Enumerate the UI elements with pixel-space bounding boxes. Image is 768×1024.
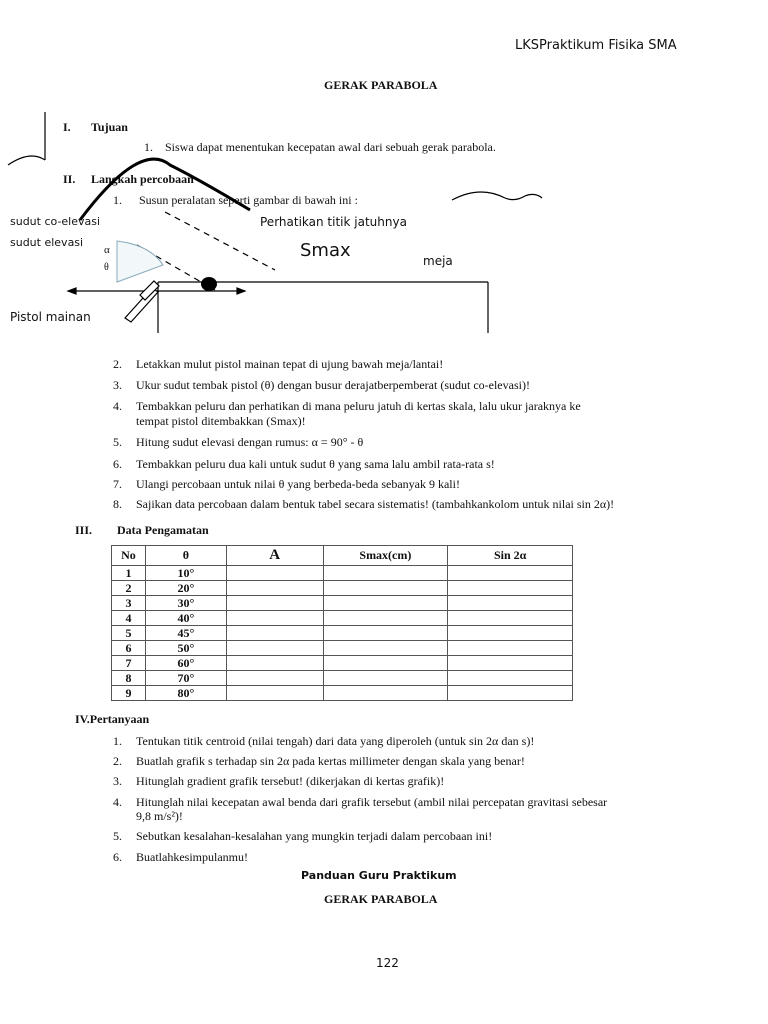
empty-cell <box>226 671 323 686</box>
no-cell: 5 <box>112 626 146 641</box>
question-text: 9,8 m/s²)! <box>136 809 183 823</box>
step-1-number: 1. <box>113 193 122 207</box>
no-cell: 7 <box>112 656 146 671</box>
empty-cell <box>323 686 448 701</box>
empty-cell <box>226 581 323 596</box>
step-text: Ukur sudut tembak pistol (θ) dengan busur derajatberpemberat (sudut co-elevasi)! <box>136 378 530 392</box>
header-theta: θ <box>145 546 226 566</box>
table-row <box>112 596 573 611</box>
page-number: 122 <box>376 956 399 970</box>
section-2-title: Langkah percobaan <box>91 172 194 186</box>
question-number: 1. <box>113 734 122 748</box>
question-number: 2. <box>113 754 122 768</box>
no-cell: 6 <box>112 641 146 656</box>
step-text: tempat pistol ditembakkan (Smax)! <box>136 414 306 428</box>
empty-cell <box>448 611 573 626</box>
theta-cell: 30° <box>145 596 226 611</box>
empty-cell <box>226 656 323 671</box>
no-cell: 2 <box>112 581 146 596</box>
empty-cell <box>323 626 448 641</box>
question-number: 3. <box>113 774 122 788</box>
goal-number: 1. <box>144 140 153 154</box>
step-text: Tembakkan peluru dua kali untuk sudut θ yang sama lalu ambil rata-rata s! <box>136 457 495 471</box>
no-cell: 8 <box>112 671 146 686</box>
annotation-smax: Smax <box>300 240 351 261</box>
question-text: Hitunglah nilai kecepatan awal benda dari grafik tersebut (ambil nilai percepatan gravitasi sebesar <box>136 795 608 809</box>
step-text: Hitung sudut elevasi dengan rumus: α = 90° - θ <box>136 435 364 449</box>
header-sin2a: Sin 2α <box>448 546 573 566</box>
step-1-text: Susun peralatan seperti gambar di bawah ini : <box>139 193 358 207</box>
empty-cell <box>448 581 573 596</box>
no-cell: 9 <box>112 686 146 701</box>
step-text: Tembakkan peluru dan perhatikan di mana peluru jatuh di kertas skala, lalu ukur jaraknya ke <box>136 399 581 413</box>
theta-cell: 45° <box>145 626 226 641</box>
table-row <box>112 611 573 626</box>
empty-cell <box>448 641 573 656</box>
empty-cell <box>323 656 448 671</box>
annotation-landing-point: Perhatikan titik jatuhnya <box>260 215 407 229</box>
annotation-co-elevation: sudut co-elevasi <box>10 215 101 228</box>
empty-cell <box>323 641 448 656</box>
step-number: 7. <box>113 477 122 491</box>
section-3-number: III. <box>75 523 93 537</box>
annotation-table: meja <box>423 254 453 268</box>
section-3-title: Data Pengamatan <box>117 523 209 537</box>
question-text: Tentukan titik centroid (nilai tengah) dari data yang diperoleh (untuk sin 2α dan s)! <box>136 734 535 748</box>
empty-cell <box>226 566 323 581</box>
step-number: 8. <box>113 497 122 511</box>
empty-cell <box>226 626 323 641</box>
empty-cell <box>323 671 448 686</box>
table-row <box>112 626 573 641</box>
theta-cell: 70° <box>145 671 226 686</box>
step-text: Sajikan data percobaan dalam bentuk tabel secara sistematis! (tambahkankolom untuk nilai sin 2α)! <box>136 497 615 511</box>
alpha-label: α <box>104 244 110 256</box>
step-number: 2. <box>113 357 122 371</box>
observation-table <box>111 545 573 701</box>
page-title: GERAK PARABOLA <box>324 78 438 92</box>
no-cell: 1 <box>112 566 146 581</box>
empty-cell <box>448 656 573 671</box>
step-text: Letakkan mulut pistol mainan tepat di ujung bawah meja/lantai! <box>136 357 444 371</box>
theta-cell: 80° <box>145 686 226 701</box>
section-1-title: Tujuan <box>91 120 128 134</box>
empty-cell <box>323 596 448 611</box>
question-number: 6. <box>113 850 122 864</box>
empty-cell <box>448 596 573 611</box>
header-a: A <box>226 546 323 566</box>
empty-cell <box>226 686 323 701</box>
theta-cell: 20° <box>145 581 226 596</box>
teacher-guide-subtitle: GERAK PARABOLA <box>324 892 438 906</box>
annotation-toy-pistol: Pistol mainan <box>10 310 91 324</box>
empty-cell <box>448 671 573 686</box>
question-text: Buatlahkesimpulanmu! <box>136 850 248 864</box>
goal-text: Siswa dapat menentukan kecepatan awal dari sebuah gerak parabola. <box>165 140 496 154</box>
section-2-number: II. <box>63 172 76 186</box>
question-text: Hitunglah gradient grafik tersebut! (dikerjakan di kertas grafik)! <box>136 774 445 788</box>
section-1-number: I. <box>63 120 71 134</box>
table-header-row <box>112 546 573 566</box>
question-text: Buatlah grafik s terhadap sin 2α pada kertas millimeter dengan skala yang benar! <box>136 754 525 768</box>
empty-cell <box>323 566 448 581</box>
table-row <box>112 566 573 581</box>
step-number: 3. <box>113 378 122 392</box>
empty-cell <box>448 626 573 641</box>
empty-cell <box>448 686 573 701</box>
question-number: 5. <box>113 829 122 843</box>
table-row <box>112 656 573 671</box>
empty-cell <box>323 611 448 626</box>
theta-cell: 60° <box>145 656 226 671</box>
question-text: Sebutkan kesalahan-kesalahan yang mungkin terjadi dalam percobaan ini! <box>136 829 493 843</box>
empty-cell <box>226 596 323 611</box>
header-smax: Smax(cm) <box>323 546 448 566</box>
empty-cell <box>448 566 573 581</box>
theta-cell: 40° <box>145 611 226 626</box>
no-cell: 4 <box>112 611 146 626</box>
theta-cell: 10° <box>145 566 226 581</box>
question-number: 4. <box>113 795 122 809</box>
section-4-title: IV.Pertanyaan <box>75 712 150 726</box>
theta-label: θ <box>104 262 109 273</box>
table-row <box>112 641 573 656</box>
table-row <box>112 686 573 701</box>
table-row <box>112 671 573 686</box>
step-text: Ulangi percobaan untuk nilai θ yang berbeda-beda sebanyak 9 kali! <box>136 477 460 491</box>
empty-cell <box>323 581 448 596</box>
header-no: No <box>112 546 146 566</box>
annotation-elevation-angle: sudut elevasi <box>10 236 84 249</box>
running-header: LKSPraktikum Fisika SMA <box>515 38 677 53</box>
empty-cell <box>226 611 323 626</box>
theta-cell: 50° <box>145 641 226 656</box>
table-row <box>112 581 573 596</box>
teacher-guide-title: Panduan Guru Praktikum <box>301 869 457 882</box>
step-number: 4. <box>113 399 122 413</box>
step-number: 6. <box>113 457 122 471</box>
ball-icon <box>201 277 217 291</box>
step-number: 5. <box>113 435 122 449</box>
empty-cell <box>226 641 323 656</box>
no-cell: 3 <box>112 596 146 611</box>
